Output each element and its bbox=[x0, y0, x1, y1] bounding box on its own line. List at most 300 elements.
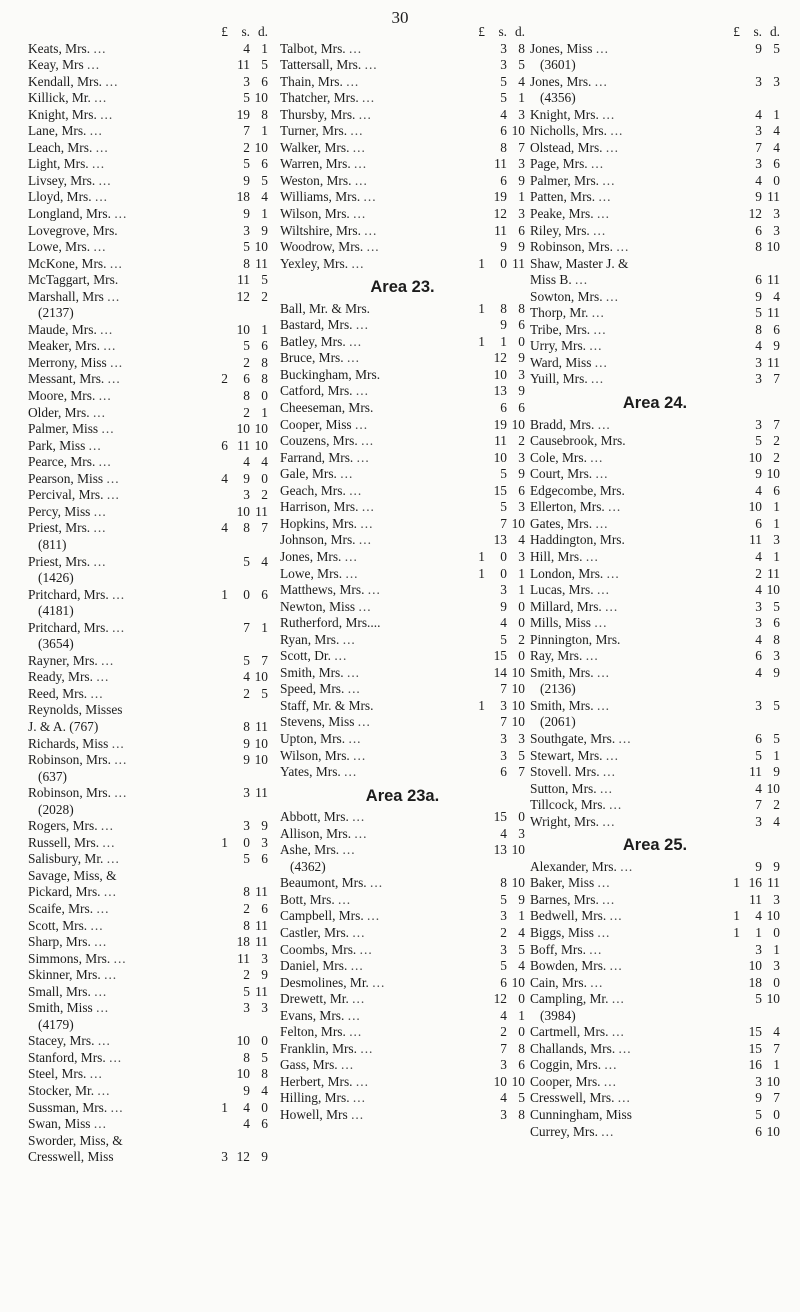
shillings-value: 7 bbox=[500, 1040, 507, 1056]
list-item bbox=[530, 1024, 780, 1041]
leader-dots: ... bbox=[596, 664, 611, 680]
leader-dots: ... bbox=[358, 598, 372, 614]
leader-dots: ... bbox=[372, 974, 386, 990]
leader-dots: ... bbox=[618, 730, 632, 746]
list-item bbox=[280, 549, 525, 566]
shillings-value: 0 bbox=[243, 834, 250, 850]
shillings-header: s. bbox=[241, 24, 250, 39]
list-item bbox=[28, 1000, 268, 1033]
shillings-value: 8 bbox=[243, 917, 250, 933]
list-item bbox=[28, 851, 268, 868]
contributor-name: Nicholls, Mrs. bbox=[530, 123, 607, 139]
leader-dots: ... bbox=[591, 305, 605, 321]
pounds-value: 1 bbox=[478, 300, 485, 316]
contributor-name: Cain, Mrs. bbox=[530, 974, 587, 990]
contributor-name: Older, Mrs. bbox=[28, 404, 90, 420]
contributor-cell bbox=[280, 714, 467, 731]
contributor-cell bbox=[530, 256, 722, 273]
leader-dots: ... bbox=[596, 206, 610, 222]
list-item bbox=[280, 975, 525, 992]
contributor-name: Felton, Mrs. bbox=[280, 1024, 346, 1040]
contributor-name: Stewart, Mrs. bbox=[530, 747, 603, 763]
contributor-cell bbox=[280, 107, 467, 124]
pence-value: 2 bbox=[773, 449, 780, 465]
contributor-cell bbox=[530, 859, 722, 876]
contributor-name: McTaggart, Mrs. bbox=[28, 272, 119, 288]
contributor-cell bbox=[280, 748, 467, 765]
contributor-name: Pritchard, Mrs. bbox=[28, 586, 109, 602]
contributor-cell bbox=[28, 371, 210, 388]
shillings-value: 5 bbox=[755, 305, 762, 321]
contributor-name: London, Mrs. bbox=[530, 565, 604, 581]
contributor-name: Mills, Miss bbox=[530, 615, 592, 631]
list-item bbox=[530, 781, 780, 798]
contributor-name: Killick, Mr. bbox=[28, 90, 91, 106]
contributor-cell bbox=[530, 1124, 722, 1141]
contributor-cell bbox=[530, 1057, 722, 1074]
contributor-name: Park, Miss bbox=[28, 437, 86, 453]
pence-value: 3 bbox=[773, 73, 780, 89]
shillings-value: 7 bbox=[500, 681, 507, 697]
contributor-name: Simmons, Mrs. bbox=[28, 950, 111, 966]
list-item bbox=[28, 123, 268, 140]
leader-dots: ... bbox=[575, 272, 589, 288]
pence-value: 11 bbox=[767, 189, 780, 205]
contributor-cell bbox=[28, 851, 210, 868]
contributor-cell bbox=[280, 599, 467, 616]
leader-dots: ... bbox=[106, 487, 120, 503]
shillings-value: 2 bbox=[243, 900, 250, 916]
leader-dots: ... bbox=[94, 934, 108, 950]
leader-dots: ... bbox=[605, 139, 619, 155]
pence-value: 8 bbox=[518, 1107, 525, 1122]
list-item bbox=[530, 599, 780, 616]
contributor-cell bbox=[28, 322, 210, 339]
leader-dots: ... bbox=[352, 809, 366, 825]
list-item bbox=[280, 223, 525, 240]
contributor-name: Rayner, Mrs. bbox=[28, 652, 98, 668]
list-item bbox=[280, 239, 525, 256]
shillings-value: 11 bbox=[494, 433, 507, 449]
pence-value: 11 bbox=[767, 565, 780, 581]
list-item bbox=[530, 958, 780, 975]
list-item bbox=[28, 107, 268, 124]
contributor-name: Lovegrove, Mrs. bbox=[28, 222, 118, 238]
shillings-value: 3 bbox=[500, 582, 507, 598]
list-item bbox=[28, 1083, 268, 1100]
shillings-value: 3 bbox=[755, 941, 762, 957]
leader-dots: ... bbox=[349, 1024, 363, 1040]
list-item bbox=[280, 256, 525, 273]
shillings-value: 4 bbox=[755, 582, 762, 598]
shillings-value: 11 bbox=[494, 222, 507, 238]
pence-value: 0 bbox=[518, 615, 525, 631]
shillings-value: 10 bbox=[748, 499, 762, 515]
leader-dots: ... bbox=[620, 858, 634, 874]
list-item bbox=[28, 173, 268, 190]
contributor-cell bbox=[280, 466, 467, 483]
pence-value: 11 bbox=[767, 305, 780, 321]
leader-dots: ... bbox=[354, 156, 368, 172]
contributor-cell bbox=[530, 189, 722, 206]
pence-value: 6 bbox=[261, 851, 268, 867]
contributor-name: Longland, Mrs. bbox=[28, 206, 111, 222]
pence-value: 9 bbox=[261, 1149, 268, 1165]
pence-value: 4 bbox=[261, 553, 268, 569]
leader-dots: ... bbox=[94, 189, 109, 205]
pence-value: 11 bbox=[255, 983, 268, 999]
pence-value: 10 bbox=[254, 669, 268, 685]
contributor-cell bbox=[530, 925, 722, 942]
list-item bbox=[280, 334, 525, 351]
leader-dots: ... bbox=[346, 73, 360, 89]
contributor-name: Knight, Mrs. bbox=[28, 106, 97, 122]
shillings-header: s. bbox=[753, 24, 762, 39]
leader-dots: ... bbox=[352, 1090, 366, 1106]
list-item bbox=[530, 223, 780, 240]
pence-value: 0 bbox=[518, 1024, 525, 1040]
pence-value: 11 bbox=[255, 503, 268, 519]
pence-value: 10 bbox=[766, 582, 780, 598]
leader-dots: ... bbox=[345, 565, 359, 581]
shillings-value: 7 bbox=[500, 515, 507, 531]
list-item bbox=[28, 901, 268, 918]
contributor-cell bbox=[280, 417, 467, 434]
pence-value: 8 bbox=[518, 40, 525, 56]
list-item bbox=[28, 669, 268, 686]
contributor-name: Couzens, Mrs. bbox=[280, 433, 358, 449]
shillings-value: 11 bbox=[749, 764, 762, 780]
list-item bbox=[280, 483, 525, 500]
contributor-name: Thorp, Mr. bbox=[530, 305, 589, 321]
shillings-value: 9 bbox=[755, 1090, 762, 1106]
list-item bbox=[280, 764, 525, 781]
contributor-name: Beaumont, Mrs. bbox=[280, 875, 367, 891]
contributor-cell bbox=[280, 334, 467, 351]
contributor-name: Reynolds, Misses bbox=[28, 702, 123, 718]
contributor-cell bbox=[530, 305, 722, 322]
shillings-value: 9 bbox=[243, 206, 250, 222]
pence-value: 5 bbox=[518, 57, 525, 73]
leader-dots: ... bbox=[594, 73, 608, 89]
contributor-name: Stanford, Mrs. bbox=[28, 1049, 106, 1065]
leader-dots: ... bbox=[104, 967, 118, 983]
pence-value: 0 bbox=[518, 598, 525, 614]
contributor-name: Swan, Miss bbox=[28, 1116, 91, 1132]
contributor-cell bbox=[28, 901, 210, 918]
contributor-name: Bedwell, Mrs. bbox=[530, 908, 607, 924]
shillings-value: 4 bbox=[755, 172, 762, 188]
shillings-value: 3 bbox=[755, 156, 762, 172]
pence-value: 10 bbox=[511, 681, 525, 697]
leader-dots: ... bbox=[340, 466, 354, 482]
pence-value: 8 bbox=[518, 300, 525, 316]
contributor-cell bbox=[530, 123, 722, 140]
contributor-name: Merrony, Miss bbox=[28, 354, 107, 370]
contributor-cell bbox=[530, 632, 722, 649]
list-item bbox=[280, 74, 525, 91]
leader-dots: ... bbox=[605, 598, 619, 614]
contributor-cell bbox=[530, 41, 722, 74]
list-item bbox=[28, 818, 268, 835]
contributor-cell bbox=[280, 499, 467, 516]
list-item bbox=[530, 797, 780, 814]
list-item bbox=[28, 1133, 268, 1150]
contributor-name: Franklin, Mrs. bbox=[280, 1040, 357, 1056]
contributor-cell bbox=[280, 400, 467, 417]
leader-dots: ... bbox=[351, 255, 365, 271]
shillings-value: 0 bbox=[500, 255, 507, 271]
shillings-value: 5 bbox=[755, 1107, 762, 1122]
contributor-name: Salisbury, Mr. bbox=[28, 851, 104, 867]
contributor-name: Buckingham, Mrs. bbox=[280, 366, 381, 382]
list-item bbox=[28, 884, 268, 901]
shillings-value: 18 bbox=[236, 189, 250, 205]
pence-value: 7 bbox=[773, 1040, 780, 1056]
pence-value: 11 bbox=[255, 917, 268, 933]
shillings-value: 2 bbox=[755, 565, 762, 581]
list-item bbox=[530, 764, 780, 781]
pence-value: 1 bbox=[261, 404, 268, 420]
leader-dots: ... bbox=[106, 470, 120, 486]
contributor-cell bbox=[28, 653, 210, 670]
pence-value: 2 bbox=[773, 433, 780, 449]
leader-dots: ... bbox=[618, 1040, 632, 1056]
shillings-value: 8 bbox=[243, 718, 250, 734]
contributor-cell bbox=[28, 1050, 210, 1067]
contributor-name: Stacey, Mrs. bbox=[28, 1033, 95, 1049]
pence-value: 9 bbox=[261, 222, 268, 238]
list-item bbox=[28, 653, 268, 670]
list-item bbox=[530, 814, 780, 831]
contributor-cell bbox=[280, 958, 467, 975]
shillings-value: 5 bbox=[243, 851, 250, 867]
contributor-cell bbox=[280, 123, 467, 140]
contributor-name: Jones, Mrs. bbox=[530, 73, 592, 89]
list-item bbox=[280, 1041, 525, 1058]
contributor-cell bbox=[28, 504, 210, 521]
leader-dots: ... bbox=[348, 730, 362, 746]
pence-value: 7 bbox=[261, 520, 268, 536]
contributor-name: Millard, Mrs. bbox=[530, 598, 602, 614]
shillings-value: 4 bbox=[755, 482, 762, 498]
pence-value: 3 bbox=[518, 206, 525, 222]
contributor-name: Smith, Mrs. bbox=[530, 697, 594, 713]
leader-dots: ... bbox=[595, 40, 609, 56]
contributor-name: Lowe, Mrs. bbox=[280, 565, 343, 581]
leader-dots: ... bbox=[610, 123, 624, 139]
contributor-name: Smith, Mrs. bbox=[280, 664, 344, 680]
contributor-name: Rogers, Mrs. bbox=[28, 818, 98, 834]
contributor-cell bbox=[530, 942, 722, 959]
pounds-value: 1 bbox=[221, 586, 228, 602]
shillings-value: 2 bbox=[243, 139, 250, 155]
list-item bbox=[28, 140, 268, 157]
leader-dots: ... bbox=[101, 652, 115, 668]
pence-value: 7 bbox=[518, 139, 525, 155]
contributor-name: Hill, Mrs. bbox=[530, 548, 583, 564]
pence-value: 1 bbox=[773, 941, 780, 957]
pounds-value: 1 bbox=[733, 875, 740, 891]
contributor-name: Knight, Mrs. bbox=[530, 106, 599, 122]
contributor-name: Stevens, Miss bbox=[280, 714, 355, 730]
shillings-value: 12 bbox=[493, 350, 507, 366]
contributor-cell bbox=[530, 648, 722, 665]
shillings-value: 15 bbox=[493, 648, 507, 664]
list-item bbox=[280, 206, 525, 223]
list-item bbox=[530, 665, 780, 698]
contributor-cell bbox=[28, 1066, 210, 1083]
contributor-cell bbox=[28, 967, 210, 984]
contributor-cell bbox=[530, 892, 722, 909]
contributor-cell bbox=[280, 173, 467, 190]
shillings-value: 9 bbox=[755, 288, 762, 304]
contributor-cell bbox=[28, 736, 210, 753]
contributor-cell bbox=[28, 1083, 210, 1100]
leader-dots: ... bbox=[96, 900, 110, 916]
pence-value: 4 bbox=[261, 454, 268, 470]
shillings-value: 3 bbox=[755, 615, 762, 631]
contributor-cell bbox=[28, 785, 210, 818]
shillings-value: 9 bbox=[500, 239, 507, 255]
shillings-value: 4 bbox=[500, 615, 507, 631]
shillings-value: 3 bbox=[755, 354, 762, 370]
shillings-value: 3 bbox=[243, 487, 250, 503]
area-heading: Area 23a. bbox=[365, 786, 440, 805]
contributor-name: Tillcock, Mrs. bbox=[530, 797, 606, 813]
contributor-cell bbox=[280, 57, 467, 74]
list-item bbox=[530, 371, 780, 388]
list-item bbox=[530, 483, 780, 500]
contributor-cell bbox=[28, 620, 210, 653]
pence-value: 10 bbox=[511, 697, 525, 713]
pence-value: 9 bbox=[518, 350, 525, 366]
contributor-name: Newton, Miss bbox=[280, 598, 356, 614]
shillings-value: 2 bbox=[243, 685, 250, 701]
leader-dots: ... bbox=[358, 532, 372, 548]
leader-dots: ... bbox=[585, 548, 599, 564]
shillings-value: 4 bbox=[243, 669, 250, 685]
shillings-value: 11 bbox=[237, 57, 250, 73]
leader-dots: ... bbox=[114, 752, 128, 768]
shillings-value: 3 bbox=[500, 747, 507, 763]
list-item bbox=[280, 748, 525, 765]
list-item bbox=[28, 587, 268, 620]
list-item bbox=[28, 289, 268, 322]
list-item bbox=[28, 223, 268, 240]
contributor-cell bbox=[28, 74, 210, 91]
contributor-name: McKone, Mrs. bbox=[28, 255, 107, 271]
contributor-cell bbox=[280, 433, 467, 450]
shillings-value: 11 bbox=[749, 891, 762, 907]
pence-value: 3 bbox=[518, 156, 525, 172]
shillings-value: 3 bbox=[755, 371, 762, 387]
leader-dots: ... bbox=[355, 416, 369, 432]
contributor-cell bbox=[530, 371, 722, 388]
contributor-name: Wiltshire, Mrs. bbox=[280, 222, 361, 238]
list-item bbox=[530, 566, 780, 583]
shillings-value: 2 bbox=[500, 1024, 507, 1040]
shillings-value: 5 bbox=[500, 499, 507, 515]
pounds-value: 1 bbox=[221, 834, 228, 850]
leader-dots: ... bbox=[367, 582, 381, 598]
contributor-name: Steel, Mrs. bbox=[28, 1066, 87, 1082]
contributor-name: Cresswell, Mrs. bbox=[530, 1090, 615, 1106]
contributor-name: Pickard, Mrs. bbox=[28, 884, 101, 900]
pence-value: 0 bbox=[518, 809, 525, 825]
shillings-value: 3 bbox=[500, 57, 507, 73]
shillings-value: 4 bbox=[755, 908, 762, 924]
shillings-value: 11 bbox=[494, 156, 507, 172]
pence-value: 3 bbox=[773, 206, 780, 222]
contributor-cell bbox=[28, 272, 210, 289]
pence-value: 6 bbox=[518, 1057, 525, 1073]
pence-value: 10 bbox=[766, 908, 780, 924]
list-item bbox=[28, 520, 268, 553]
pence-value: 7 bbox=[518, 764, 525, 780]
contributor-cell bbox=[280, 239, 467, 256]
contributor-cell bbox=[530, 908, 722, 925]
reference-number: (4179) bbox=[38, 1016, 74, 1032]
pence-value: 6 bbox=[518, 400, 525, 416]
reference-number: (4356) bbox=[540, 90, 576, 106]
contributor-name: Evans, Mrs. bbox=[280, 1007, 345, 1023]
contributor-name: Keay, Mrs bbox=[28, 57, 84, 73]
shillings-value: 2 bbox=[243, 404, 250, 420]
list-item bbox=[280, 632, 525, 649]
pence-value: 6 bbox=[261, 900, 268, 916]
shillings-value: 3 bbox=[243, 818, 250, 834]
leader-dots: ... bbox=[114, 206, 128, 222]
shillings-value: 8 bbox=[755, 321, 762, 337]
shillings-value: 5 bbox=[243, 553, 250, 569]
contributor-cell bbox=[28, 984, 210, 1001]
pence-value: 1 bbox=[518, 90, 525, 106]
shillings-value: 16 bbox=[748, 875, 762, 891]
contributor-name: Court, Mrs. bbox=[530, 466, 593, 482]
shillings-value: 6 bbox=[500, 764, 507, 780]
contributor-name: Ellerton, Mrs. bbox=[530, 499, 605, 515]
contributor-name: Peake, Mrs. bbox=[530, 206, 594, 222]
list-item bbox=[280, 189, 525, 206]
contributor-name: Scaife, Mrs. bbox=[28, 900, 94, 916]
shillings-value: 4 bbox=[243, 454, 250, 470]
list-item bbox=[28, 421, 268, 438]
pence-value: 9 bbox=[261, 967, 268, 983]
contributor-name: Savage, Miss, & bbox=[28, 867, 117, 883]
list-item bbox=[28, 438, 268, 455]
contributor-cell bbox=[280, 842, 467, 875]
list-item bbox=[530, 532, 780, 549]
leader-dots: ... bbox=[352, 991, 366, 1007]
pence-value: 0 bbox=[773, 974, 780, 990]
contributor-cell bbox=[28, 140, 210, 157]
list-item bbox=[280, 532, 525, 549]
leader-dots: ... bbox=[97, 1033, 111, 1049]
list-item bbox=[280, 466, 525, 483]
pence-value: 3 bbox=[518, 548, 525, 564]
pence-value: 4 bbox=[773, 813, 780, 829]
contributor-name: Page, Mrs. bbox=[530, 156, 588, 172]
list-item bbox=[530, 256, 780, 273]
pence-value: 6 bbox=[261, 586, 268, 602]
pence-value: 3 bbox=[261, 1000, 268, 1016]
shillings-value: 18 bbox=[236, 934, 250, 950]
pence-value: 3 bbox=[773, 891, 780, 907]
leader-dots: ... bbox=[360, 515, 374, 531]
contributor-cell bbox=[530, 322, 722, 339]
contributor-cell bbox=[530, 499, 722, 516]
